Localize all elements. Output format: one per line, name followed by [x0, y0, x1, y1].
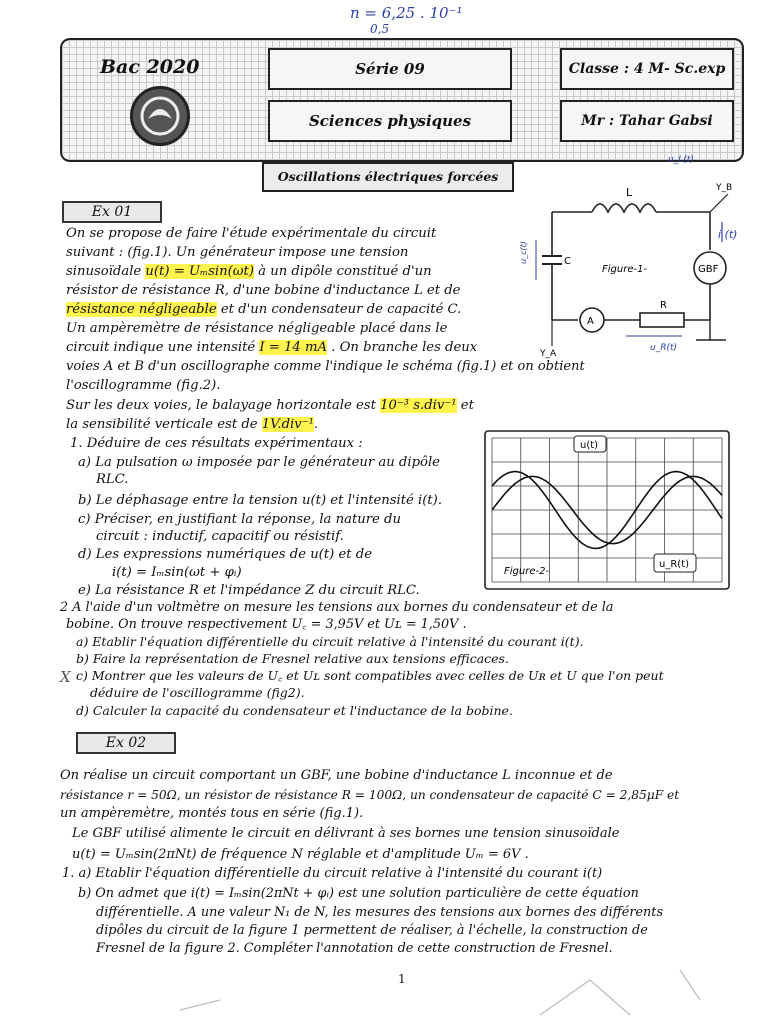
- handwritten-note: n = 6,25 . 10⁻¹: [350, 4, 463, 22]
- ex1-line-10: la sensibilité verticale est de 1V.div⁻¹.: [66, 417, 319, 432]
- figure1-circuit: [500, 150, 740, 360]
- ex1-line-22: a) Etablir l'équation différentielle du circuit relative à l'intensité du courant i(t).: [76, 634, 584, 649]
- ex1-line-16: circuit : inductif, capacitif ou résistif.: [96, 529, 344, 544]
- classe-label: Classe : 4 M- Sc.exp: [568, 61, 726, 77]
- ex1-line-23: b) Faire la représentation de Fresnel relative aux tensions efficaces.: [76, 651, 509, 666]
- ex1-line-5: Un ampèremètre de résistance négligeable placé dans le: [66, 321, 448, 336]
- ex1-line-9: Sur les deux voies, le balayage horizontale est 10⁻³ s.div⁻¹ et: [66, 398, 474, 413]
- ex01-tag: Ex 01: [62, 201, 162, 223]
- ex1-line-4: résistance négligeable et d'un condensateur de capacité C.: [66, 302, 462, 317]
- ex1-line-19: e) La résistance R et l'impédance Z du circuit RLC.: [78, 583, 420, 598]
- ex1-line-7: voies A et B d'un oscillographe comme l'indique le schéma (fig.1) et on obtient: [66, 359, 585, 374]
- ex2-line-7: différentielle. A une valeur N₁ de N, les mesures des tensions aux bornes des différents: [96, 905, 664, 920]
- fig1-uR-label: u_R(t): [650, 343, 678, 353]
- ex1-line-3: résistor de résistance R, d'une bobine d'inductance L et de: [66, 283, 461, 298]
- bac-label: Bac 2020: [100, 56, 200, 78]
- ex2-line-4: u(t) = Uₘsin(2πNt) de fréquence N réglable et d'amplitude Uₘ = 6V .: [72, 847, 529, 862]
- ex2-line-3: Le GBF utilisé alimente le circuit en délivrant à ses bornes une tension sinusoïdale: [72, 826, 620, 841]
- fig1-gbf: GBF: [698, 264, 719, 275]
- teacher-label: Mr : Tahar Gabsi: [581, 113, 713, 129]
- ex2-line-5: 1. a) Etablir l'équation différentielle du circuit relative à l'intensité du courant i(t): [62, 866, 603, 881]
- fig1-yb: Y_B: [716, 183, 733, 193]
- fig1-C: C: [564, 256, 571, 267]
- ex1-line-11: 1. Déduire de ces résultats expérimentaux :: [70, 436, 363, 451]
- topic-box: [262, 162, 514, 192]
- ex1-line-17: d) Les expressions numériques de u(t) et de: [78, 547, 373, 562]
- ex1-line-1: suivant : (fig.1). Un générateur impose une tension: [66, 245, 409, 260]
- ex1-line-13: RLC.: [96, 472, 129, 487]
- ex1-line-15: c) Préciser, en justifiant la réponse, la nature du: [78, 512, 401, 527]
- ex1-line-26: d) Calculer la capacité du condensateur et l'inductance de la bobine.: [76, 703, 513, 718]
- ex2-line-1: résistance r = 50Ω, un résistor de résistance R = 100Ω, un condensateur de capacité C = 2,85μF et: [60, 788, 680, 802]
- fig1-uc-label: u_c(t): [519, 241, 528, 264]
- topic-label: Oscillations électriques forcées: [277, 169, 499, 184]
- ex2-line-8: dipôles du circuit de la figure 1 permettent de réaliser, à l'échelle, la construction de: [96, 923, 648, 938]
- ex1-line-6: circuit indique une intensité I = 14 mA . On branche les deux: [66, 340, 478, 355]
- ex2-line-0: On réalise un circuit comportant un GBF, une bobine d'inductance L inconnue et de: [60, 768, 613, 783]
- ex1-line-18: i(t) = Iₘsin(ωt + φᵢ): [112, 565, 242, 580]
- margin-mark: X: [60, 668, 71, 686]
- subject-box: [268, 100, 512, 142]
- ex1-line-2: sinusoïdale u(t) = Uₘsin(ωt) à un dipôle constitué d'un: [66, 264, 432, 279]
- fig1-uL-label: u_L(t): [668, 155, 694, 165]
- fig1-ammeter: A: [587, 316, 594, 327]
- ex02-tag: Ex 02: [76, 732, 176, 754]
- fig2-uR-label: u_R(t): [659, 559, 690, 570]
- fig1-R: R: [660, 300, 667, 311]
- fig1-i-label: i (t): [718, 228, 738, 241]
- ex2-line-6: b) On admet que i(t) = Iₘsin(2πNt + φᵢ) est une solution particulière de cette équation: [78, 886, 639, 901]
- page-number: 1: [398, 972, 406, 986]
- ex1-line-24: c) Montrer que les valeurs de U꜀ et Uʟ sont compatibles avec celles de Uʀ et U que l'on peut: [76, 668, 664, 683]
- handwritten-note-2: 0,5: [370, 22, 390, 36]
- ex1-line-21: bobine. On trouve respectivement U꜀ = 3,95V et Uʟ = 1,50V .: [66, 617, 467, 632]
- ex1-line-12: a) La pulsation ω imposée par le générateur au dipôle: [78, 455, 440, 470]
- ex1-line-0: On se propose de faire l'étude expérimentale du circuit: [66, 226, 437, 241]
- fig1-ya: Y_A: [540, 349, 557, 359]
- ex2-line-2: un ampèremètre, montés tous en série (fig.1).: [60, 806, 364, 821]
- subject-label: Sciences physiques: [308, 112, 472, 130]
- classe-box: [560, 48, 734, 90]
- fig1-caption: Figure-1-: [602, 264, 648, 275]
- logo-icon: [130, 86, 190, 146]
- ex1-line-25: déduire de l'oscillogramme (fig2).: [90, 685, 305, 700]
- teacher-box: [560, 100, 734, 142]
- ex1-line-20: 2 A l'aide d'un voltmètre on mesure les tensions aux bornes du condensateur et de la: [60, 600, 614, 615]
- header-banner: [60, 38, 740, 158]
- ex1-line-8: l'oscillogramme (fig.2).: [66, 378, 221, 393]
- ex1-line-14: b) Le déphasage entre la tension u(t) et l'intensité i(t).: [78, 493, 443, 508]
- serie-box: [268, 48, 512, 90]
- bottom-sketch: [160, 960, 720, 1020]
- figure2-oscillogram: [484, 430, 730, 590]
- fig2-u-label: u(t): [580, 440, 599, 451]
- serie-label: Série 09: [355, 60, 425, 78]
- fig2-caption: Figure-2-: [504, 566, 550, 577]
- ex2-line-9: Fresnel de la figure 2. Compléter l'annotation de cette construction de Fresnel.: [96, 941, 613, 956]
- fig1-L: L: [626, 186, 633, 199]
